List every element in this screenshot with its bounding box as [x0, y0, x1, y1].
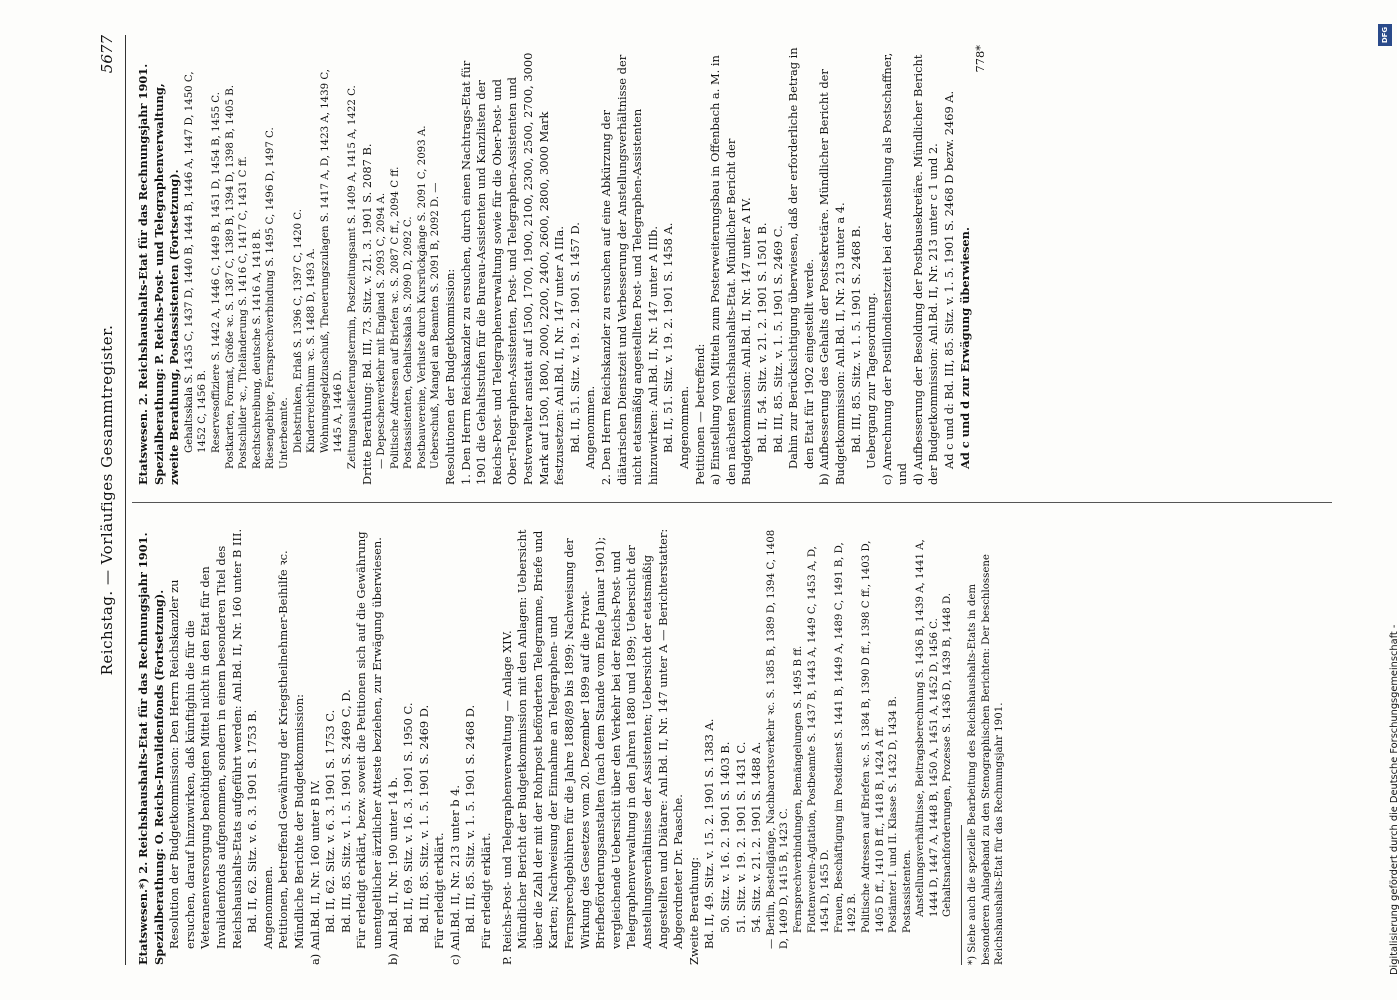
petition-heading: Petitionen, betreffend Gewährung der Kriegstheilnehmer-Beihilfe ꝛc. Mündliche Berichte der Budgetkommission:: [276, 550, 306, 949]
footnote-rule: [961, 825, 962, 965]
page-number: 5677: [98, 35, 116, 74]
list-item: b) Aufbesserung des Gehalts der Postsekretäre. Mündlicher Bericht der Budgetkommission: Anl.Bd. II, Nr. 213 unter a 4.: [817, 69, 847, 485]
funding-note: Digitalisierung gefördert durch die Deutsche Forschungsgemeinschaft -: [1389, 624, 1400, 975]
citation: Bd. II, 54. Sitz. v. 21. 2. 1901 S. 1501 B.: [754, 222, 769, 453]
resolution-text: 1. Den Herrn Reichskanzler zu ersuchen, durch einen Nachtrags-Etat für 1901 die Gehaltsstufen für die Bureau-Assistenten und Kanzlisten der Reichs-Post- und Telegraphenverwaltung sowie für die Ober-Post- und Ober-Telegraphen-Assistenten, Post- und Telegraphen-Assistenten und Postverwalter anstatt auf 1500, 1700, 1900, 2100, 2300, 2500, 2700, 3000 Mark auf 1500, 1800, 2000, 2200, 2400, 2600, 2800, 3000 Mark festzusetzen: Anl.Bd. II, Nr. 147 unter A IIIa.: [458, 52, 567, 485]
list-item: a) Anl.Bd. II, Nr. 160 unter B IV.: [307, 780, 322, 965]
index-entry: Riesengebirge, Fernsprechverbindung S. 1495 C, 1496 D, 1497 C.: [265, 127, 277, 469]
dfg-logo-text: DFG: [1381, 26, 1389, 44]
petition-heading: Petitionen — betreffend:: [692, 343, 707, 485]
index-entry: Postbauvereine, Verluste durch Kursrückgänge S. 2091 C, 2093 A.: [416, 125, 428, 469]
citation: Bd. III, 85. Sitz. v. 1. 5. 1901 S. 2468 B.: [848, 225, 863, 453]
subheading: Resolutionen der Budgetkommission:: [443, 268, 458, 485]
footnote: *) Siehe auch die spezielle Bearbeitung des Reichshaushalts-Etats in dem besonderen Anlageband zu den Stenographischen Berichten: Der beschlossene Reichshaushalts-Etat für das Rechnungsjahr 1901.: [967, 554, 1006, 965]
index-entry: Rechtschreibung, deutsche S. 1416 A, 1418 B.: [251, 228, 263, 469]
page-header: [98, 35, 120, 965]
index-entry: Wohnungsgeldzuschuß, Theuerungszulagen S. 1417 A, D, 1423 A, 1439 C, 1445 A, 1446 D.: [319, 68, 345, 453]
result: Dahin zur Berücksichtigung überwiesen, daß der erforderliche Betrag in den Etat für 1902 eingestellt werde.: [786, 47, 816, 469]
subheading: Dritte Berathung: Bd. III, 73. Sitz. v. 21. 3. 1901 S. 2087 B.: [359, 143, 374, 485]
index-entry: — Berlin, Bestellgänge, Nachbarortsverkehr ꝛc. S. 1385 B, 1389 D, 1394 C, 1408 D, 1409 D, 1415 B, 1423 C.: [765, 529, 791, 949]
citation: Bd. II, 51. Sitz. v. 19. 2. 1901 S. 1458 A.: [661, 222, 676, 453]
result: Ad c und d zur Erwägung überwiesen.: [957, 227, 972, 469]
index-entry: Postkarten, Format, Größe ꝛc. S. 1387 C, 1389 B, 1394 D, 1398 B, 1405 B.: [224, 85, 236, 469]
citation: Bd. II, 62. Sitz. v. 6. 3. 1901 S. 1753 C.: [323, 709, 338, 933]
subheading: Zweite Berathung:: [686, 856, 701, 965]
index-entry: Ueberschuß, Mangel an Beamten S. 2091 B, 2092 D. —: [430, 182, 442, 469]
dfg-logo-icon: [1378, 24, 1392, 46]
index-entry: Anstellungsverhältnisse, Beitragsberechnung S. 1436 B, 1439 A, 1441 A, 1444 D, 1447 A, 1448 B, 1450 A, 1451 A, 1452 D, 1456 C.: [915, 539, 940, 917]
column-divider: [132, 502, 1332, 503]
list-item: d) Aufbesserung der Besoldung der Postbausekretäre. Mündlicher Bericht der Budgetkommission: Anl.Bd. II, Nr. 213 unter c 1 und 2.: [910, 54, 941, 485]
result: Für erledigt erklärt.: [479, 832, 494, 949]
citation: Bd. II, 62. Sitz. v. 6. 3. 1901 S. 1753 B.: [245, 709, 260, 933]
citation: 50. Sitz. v. 16. 2. 1901 S. 1403 B.: [717, 741, 732, 933]
index-entry: Postassistenten.: [901, 849, 913, 933]
index-entry: Zeitungsauslieferungstermin, Postzeitungsamt S. 1409 A, 1415 A, 1422 C.: [346, 85, 358, 469]
index-entry: Gehaltsnachforderungen, Prozesse S. 1436 D, 1439 B, 1448 D.: [942, 592, 954, 917]
index-entry: Diebstrinken, Erlaß S. 1396 C, 1397 C, 1420 C.: [292, 209, 304, 453]
entry-heading: Etatswesen.*) 2. Reichshaushalts-Etat für das Rechnungsjahr 1901. Spezialberathung: O. Reichs-Invalidenfonds (Fortsetzung).: [136, 532, 166, 965]
resolution-text: Resolution der Budgetkommission: Den Herrn Reichskanzler zu ersuchen, darauf hinzuwirken, daß künftighin die für die Veteranenversorgung benöthigten Mittel nicht in den Etat für den Invalidenfonds aufgenommen, sondern in einem besonderen Titel des Reichshaushalts-Etats aufgeführt werden: Anl.Bd. II, Nr. 160 unter B III.: [167, 528, 244, 949]
result: Uebergang zur Tagesordnung.: [864, 292, 879, 469]
citation: Bd. II, 51. Sitz. v. 19. 2. 1901 S. 1457 D.: [567, 222, 582, 453]
result: Angenommen.: [260, 865, 275, 949]
index-entry: Politische Adressen auf Briefen ꝛc. S. 2087 C ff., 2094 C ff.: [389, 166, 401, 469]
list-item: c) Anl.Bd. II, Nr. 213 unter b 4.: [447, 784, 462, 965]
citation: 51. Sitz. v. 19. 2. 1901 S. 1431 C.: [733, 741, 748, 933]
citation: Bd. II, 69. Sitz. v. 16. 3. 1901 S. 1950 C.: [401, 702, 416, 933]
running-title: Reichstag. — Vorläufiges Gesammtregister.: [98, 324, 116, 676]
index-entry: Postassistenten, Gehaltsskala S. 2090 D, 2092 C.: [403, 216, 415, 469]
right-column: [136, 45, 989, 485]
index-entry: — Depeschenverkehr mit England S. 2093 C, 2094 A.: [376, 192, 388, 469]
citation: Bd. III, 85. Sitz. v. 1. 5. 1901 S. 2469 D.: [416, 704, 431, 933]
list-item: c) Anrechnung der Postillondienstzeit bei der Anstellung als Postschaffner, und: [879, 52, 910, 485]
list-item: a) Einstellung von Mitteln zum Posterweiterungsbau in Offenbach a. M. in den nächsten Reichshaushalts-Etat. Mündlicher Bericht der Budgetkommission: Anl.Bd. II, Nr. 147 unter A IV.: [708, 55, 754, 485]
signature-mark: 778*: [973, 45, 988, 73]
rotated-page: [98, 35, 1378, 965]
result: Angenommen.: [676, 385, 691, 469]
header-rule: [125, 35, 126, 965]
result: Für erledigt erklärt, bezw. soweit die Petitionen sich auf die Gewährung unentgeltlicher ärztlicher Atteste beziehen, zur Erwägung überwiesen.: [354, 531, 384, 949]
citation: Ad c und d: Bd. III, 85. Sitz. v. 1. 5. 1901 S. 2468 D bezw. 2469 A.: [942, 90, 957, 469]
index-entry: Kinderreichthum ꝛc. S. 1488 D, 1493 A.: [306, 248, 318, 453]
digitization-sidebar: [1374, 20, 1400, 980]
entry-heading: Etatswesen. 2. Reichshaushalts-Etat für das Rechnungsjahr 1901. Spezialberathung: P. Reichs-Post- und Telegraphenverwaltung, zweite Berathung, Postassistenten (Fortsetzung).: [136, 63, 182, 485]
section-heading: P. Reichs-Post- und Telegraphenverwaltung — Anlage XIV.: [499, 630, 514, 965]
result: Für erledigt erklärt.: [432, 832, 447, 949]
left-column: [136, 525, 1007, 965]
index-entry: Frauen, Beschäftigung im Postdienst S. 1441 B, 1449 A, 1489 C, 1491 B, D, 1492 B.: [833, 542, 859, 933]
index-entry: Gehaltsskala S. 1435 C, 1437 D, 1440 B, 1444 B, 1446 A, 1447 D, 1450 C, 1452 C, 1456 B.: [183, 71, 209, 453]
citation: 54. Sitz. v. 21. 2. 1901 S. 1488 A.: [749, 741, 764, 933]
citation: Bd. III, 85. Sitz. v. 1. 5. 1901 S. 2469 C.: [770, 225, 785, 453]
index-entry: Flottenverein-Agitation, Postbeamte S. 1437 B, 1443 A, 1449 C, 1453 A, D, 1454 D, 1455 D.: [806, 546, 832, 933]
index-entry: Unterbeamte.: [278, 397, 290, 469]
index-entry: Postschilder ꝛc., Titeländerung S. 1416 C, 1417 C, 1431 C ff.: [238, 156, 250, 469]
index-entry: Reservesoffiziere S. 1442 A, 1446 C, 1449 B, 1451 D, 1454 B, 1455 C.: [210, 92, 222, 453]
citation: Bd. II, 49. Sitz. v. 15. 2. 1901 S. 1383 A.: [702, 718, 717, 949]
citation: Bd. III, 85. Sitz. v. 1. 5. 1901 S. 2468 D.: [463, 704, 478, 933]
index-entry: Politische Adressen auf Briefen ꝛc. S. 1384 B, 1390 D ff., 1398 C ff., 1403 D, 1405 D ff., 1410 B ff., 1418 B, 1424 A ff.: [860, 540, 886, 933]
list-item: b) Anl.Bd. II, Nr. 190 unter 14 b.: [385, 776, 400, 965]
index-entry: Fernsprechverbindungen, Bemängelungen S. 1495 B ff.: [792, 645, 804, 933]
citation: Bd. III, 85. Sitz. v. 1. 5. 1901 S. 2469 C, D.: [338, 689, 353, 933]
resolution-text: 2. Den Herrn Reichskanzler zu ersuchen auf eine Abkürzung der diätarischen Dienstzeit und Verbesserung der Anstellungsverhältnisse der nicht etatsmäßig angestellten Post- und Telegraphen-Assistenten hinzuwirken: Anl.Bd. II, Nr. 147 unter A IIIb.: [599, 54, 660, 485]
report-text: Mündlicher Bericht der Budgetkommission mit den Anlagen: Uebersicht über die Zahl der mit der Rohrpost beförderten Telegramme, Briefe und Karten; Nachweisung der Einnahme an Telegraphen- und Fernsprechgebühren für die Jahre 1888/89 bis 1899; Nachweisung der Wirkung des Gesetzes vom 20. Dezember 1899 auf die Privat-Briefbeförderungsanstalten (nach dem Stande vom Ende Januar 1901); vergleichende Uebersicht über den Verkehr bei der Reichs-Post- und Telegraphenverwaltung in den Jahren 1880 und 1899; Uebersicht der Anstellungsverhältnisse der Assistenten; Uebersicht der etatsmäßig Angestellten und Diätare: Anl.Bd. II, Nr. 147 unter A — Berichterstatter: Abgeordneter Dr. Paasche.: [515, 528, 686, 949]
index-entry: Postämter I. und II. Klasse S. 1432 D, 1434 B.: [888, 696, 900, 933]
result: Angenommen.: [583, 385, 598, 469]
